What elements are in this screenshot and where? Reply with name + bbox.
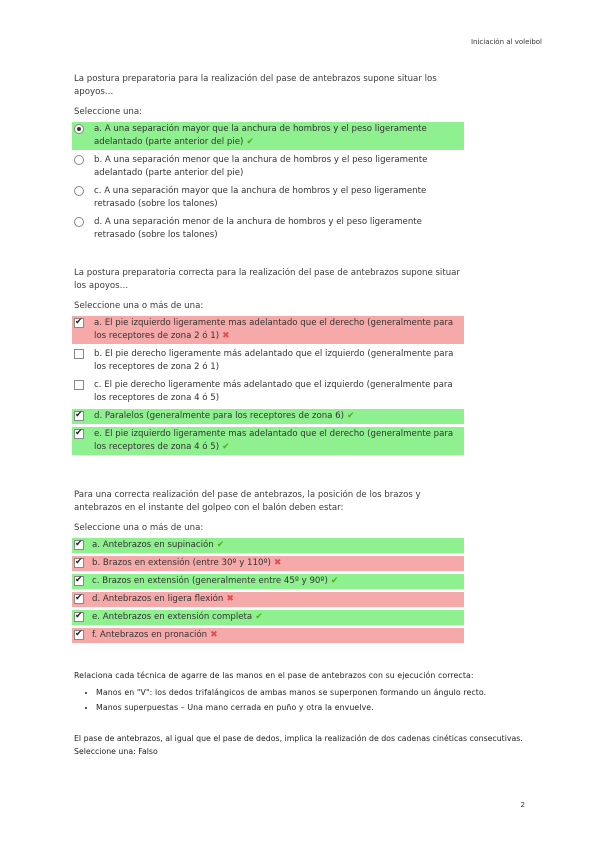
checkbox[interactable] (74, 630, 84, 640)
radio-button[interactable] (74, 124, 84, 134)
answer-option-d[interactable] (72, 592, 464, 607)
question-2 (74, 267, 464, 458)
statement: El pase de antebrazos, al igual que el pase de dedos, implica la realización de dos cadenas cinéticas consecutivas. (74, 734, 523, 743)
answer-option-b[interactable] (72, 556, 464, 571)
question-text: La postura preparatoria para la realización del pase de antebrazos supone situar los apoyos… (74, 74, 437, 97)
result-icon: ✔ (222, 442, 230, 452)
list-item: • Manos superpuestas – Una mano cerrada en puño y otra la envuelve. (96, 701, 544, 714)
checkbox[interactable] (74, 576, 84, 586)
select-label: Seleccione una o más de una: (74, 523, 204, 533)
answer-option-a[interactable] (72, 538, 464, 553)
result-icon: ✖ (222, 331, 230, 341)
answer-option-a[interactable] (72, 122, 464, 150)
result-icon: ✔ (216, 540, 225, 550)
result-icon: ✔ (347, 411, 355, 421)
result-icon: ✖ (210, 630, 218, 640)
option-label: c. A una separación mayor que la anchura de hombros y el peso ligeramente retrasado (sobre los talones) (94, 186, 427, 209)
list-item: • Manos en "V": los dedos trifalángicos de ambas manos se superponen formando un ángulo recto. (96, 686, 544, 699)
checkbox[interactable] (74, 594, 84, 604)
document-header: Iniciación al voleibol (470, 38, 542, 46)
option-label: a. El pie izquierdo ligeramente mas adelantado que el derecho (generalmente para los receptores de zona 2 ó 1) (94, 318, 454, 341)
question-3 (74, 489, 464, 646)
option-label: a. A una separación mayor que la anchura de hombros y el peso ligeramente adelantado (parte anterior del pie) (94, 124, 427, 147)
option-label: c. Brazos en extensión (generalmente entre 45º y 90º) (92, 576, 328, 586)
result-icon: ✖ (226, 594, 234, 604)
relate-prompt: Relaciona cada técnica de agarre de las manos en el pase de antebrazos con su ejecución correcta: (74, 671, 474, 680)
select-label: Seleccione una: (74, 107, 143, 117)
question-text: La postura preparatoria correcta para la realización del pase de antebrazos supone situar los apoyos… (74, 268, 460, 291)
result-icon: ✖ (273, 558, 282, 568)
answer-option-d[interactable] (72, 409, 464, 424)
answer-option-a[interactable] (72, 316, 464, 344)
answer-option-e[interactable] (72, 610, 464, 625)
option-label: d. Antebrazos en ligera flexión (92, 594, 224, 604)
result-icon: ✔ (330, 576, 339, 586)
checkbox[interactable] (74, 349, 84, 359)
checkbox[interactable] (74, 540, 84, 550)
option-label: d. A una separación menor de la anchura de hombros y el peso ligeramente retrasado (sobre los talones) (94, 217, 422, 240)
relate-list (74, 686, 544, 714)
answer-option-c[interactable] (72, 378, 464, 406)
radio-button[interactable] (74, 186, 84, 196)
checkbox[interactable] (74, 558, 84, 568)
option-label: b. A una separación menor que la anchura de hombros y el peso ligeramente adelantado (parte anterior del pie) (94, 155, 428, 178)
option-label: f. Antebrazos en pronación (92, 630, 208, 640)
checkbox[interactable] (74, 318, 84, 328)
option-label: b. El pie derecho ligeramente más adelantado que el izquierdo (generalmente para los receptores de zona 2 ó 1) (94, 349, 454, 372)
checkbox[interactable] (74, 411, 84, 421)
result-icon: ✔ (255, 612, 263, 622)
checkbox[interactable] (74, 380, 84, 390)
answer-option-d[interactable] (72, 215, 464, 243)
option-label: b. Brazos en extensión (entre 30º y 110º) (92, 558, 271, 568)
option-label: e. Antebrazos en extensión completa (92, 612, 253, 622)
result-icon: ✔ (246, 137, 254, 147)
option-label: c. El pie derecho ligeramente más adelantado que el izquierdo (generalmente para los receptores de zona 4 ó 5) (94, 380, 453, 403)
true-false-question (74, 732, 534, 758)
answer-option-c[interactable] (72, 574, 464, 589)
relate-question (74, 669, 544, 716)
option-label: e. El pie izquierdo ligeramente mas adelantado que el derecho (generalmente para los receptores de zona 4 ó 5) (94, 429, 454, 452)
question-1 (74, 73, 464, 246)
answer: Seleccione una: Falso (74, 747, 158, 756)
answer-option-b[interactable] (72, 347, 464, 375)
radio-button[interactable] (74, 155, 84, 165)
option-label: d. Paralelos (generalmente para los receptores de zona 6) (94, 411, 344, 421)
select-label: Seleccione una o más de una: (74, 301, 204, 311)
answer-option-c[interactable] (72, 184, 464, 212)
question-text: Para una correcta realización del pase de antebrazos, la posición de los brazos y antebrazos en el instante del golpeo con el balón deben estar: (74, 490, 421, 513)
checkbox[interactable] (74, 612, 84, 622)
radio-button[interactable] (74, 217, 84, 227)
answer-option-e[interactable] (72, 427, 464, 455)
page-number: 2 (520, 801, 525, 809)
checkbox[interactable] (74, 429, 84, 439)
answer-option-f[interactable] (72, 628, 464, 643)
answer-option-b[interactable] (72, 153, 464, 181)
option-label: a. Antebrazos en supinación (92, 540, 214, 550)
